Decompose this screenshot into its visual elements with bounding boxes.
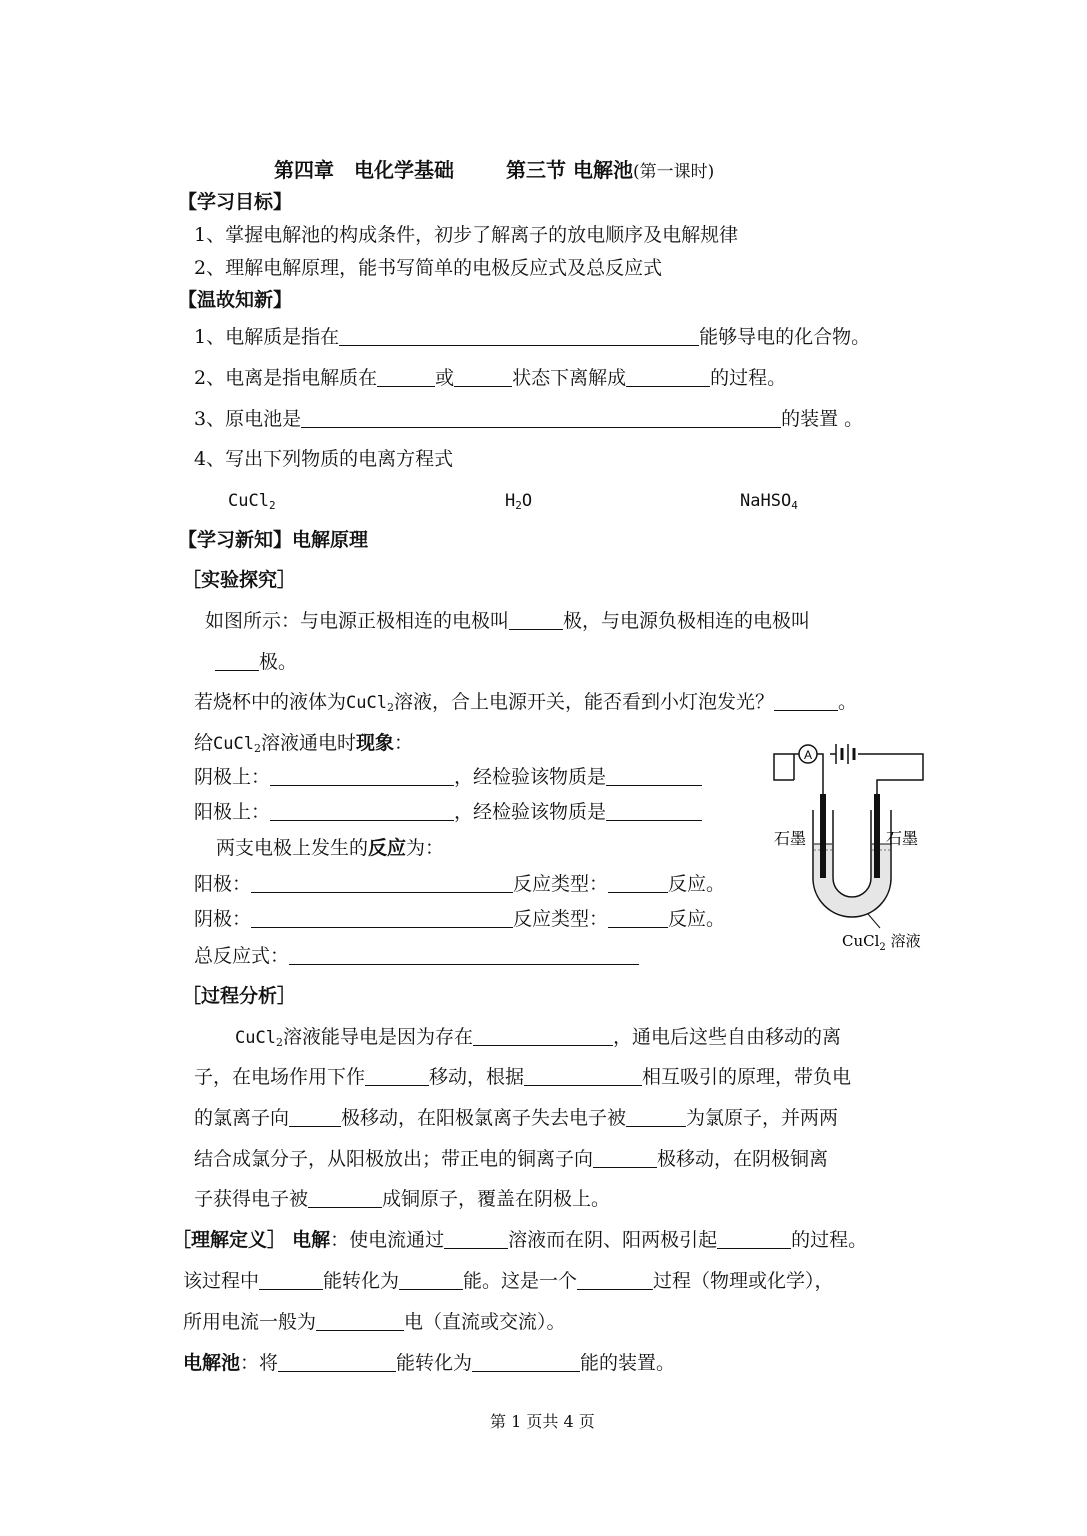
- lamp-answer-blank[interactable]: [774, 692, 838, 711]
- exp-line1-text-end: 极，与电源负极相连的电极叫: [563, 610, 811, 632]
- experiment-heading: ［实验探究］: [182, 569, 297, 591]
- analysis-line-1: [235, 1025, 841, 1050]
- formula-h2o-sub: 2: [515, 499, 522, 512]
- q1-text-end: 能够导电的化合物。: [699, 326, 871, 348]
- lamp-text: 若烧杯中的液体为: [194, 691, 347, 713]
- solution-label-sub: 2: [879, 942, 886, 953]
- page-title: [274, 158, 714, 184]
- ammeter-label: A: [803, 748, 813, 762]
- cathode-reaction: [194, 907, 725, 931]
- experiment-line-1: [205, 609, 810, 633]
- electrolytic-cell-definition: [183, 1351, 675, 1375]
- cathode-rtype-end: 反应。: [668, 908, 726, 930]
- analysis-l2-text: 子，在电场作用下作: [194, 1066, 366, 1088]
- cathode-observation: [194, 765, 702, 789]
- analysis-heading: ［过程分析］: [182, 985, 297, 1007]
- phen-formula-sub: 2: [253, 742, 261, 755]
- definition-l2-text-mid2: 能。这是一个: [463, 1270, 578, 1292]
- definition-blank-2[interactable]: [717, 1230, 791, 1249]
- definition-blank-4[interactable]: [399, 1271, 463, 1290]
- analysis-blank-6[interactable]: [593, 1149, 657, 1168]
- cell-blank-1[interactable]: [278, 1353, 396, 1372]
- definition-l2-text-end: 过程（物理或化学），: [653, 1270, 834, 1292]
- cathode-obs-blank[interactable]: [270, 767, 454, 786]
- right-electrode-label: 石墨: [886, 829, 919, 848]
- definition-line-1: [172, 1228, 867, 1252]
- lamp-text-mid: 溶液，合上电源开关，能否看到小灯泡发光？: [393, 691, 774, 713]
- objective-item-2: 2、理解电解原理，能书写简单的电极反应式及总反应式: [194, 257, 663, 279]
- solution-label-post: 溶液: [885, 932, 921, 950]
- phen-text-end: ：: [394, 732, 414, 754]
- q3-text: 3、原电池是: [194, 408, 302, 430]
- q2-text-mid: 状态下离解成: [512, 367, 627, 389]
- analysis-l1-text-end: ，通电后这些自由移动的离: [612, 1026, 841, 1048]
- q2-or: 或: [435, 367, 455, 389]
- q1-text: 1、电解质是指在: [194, 326, 340, 348]
- chapter-title: 第四章 电化学基础: [274, 158, 454, 182]
- phenomenon-line: [194, 731, 413, 756]
- definition-l1-text-mid: 溶液而在阴、阳两极引起: [508, 1229, 718, 1251]
- definition-l2-text-mid1: 能转化为: [323, 1270, 400, 1292]
- definition-line-2: [183, 1269, 834, 1293]
- lamp-formula: CuCl: [346, 693, 387, 713]
- left-electrode: [820, 794, 826, 878]
- right-wire: [855, 754, 923, 798]
- review-question-2: [194, 366, 786, 390]
- electrolysis-diagram: [768, 738, 933, 956]
- cathode-check-blank[interactable]: [606, 767, 702, 786]
- solution-pointer: [868, 914, 880, 928]
- analysis-l3-text: 的氯离子向: [194, 1107, 290, 1129]
- analysis-blank-1[interactable]: [473, 1027, 613, 1046]
- phen-bold: 现象: [355, 732, 394, 754]
- lamp-text-end: 。: [837, 691, 857, 713]
- review-question-3: [194, 407, 863, 431]
- analysis-l4-text-end: 极移动，在阴极铜离: [657, 1148, 829, 1170]
- review-question-4: 4、写出下列物质的电离方程式: [194, 448, 454, 470]
- anode-reaction: [194, 872, 725, 896]
- q2-blank-2[interactable]: [454, 368, 512, 387]
- cell-text-mid: 能转化为: [396, 1352, 473, 1374]
- analysis-line-3: [194, 1106, 838, 1130]
- cathode-check-text: ，经检验该物质是: [454, 766, 607, 788]
- reaction-text-end: 为：: [406, 837, 445, 859]
- cathode-rtype-label: 反应类型：: [513, 908, 609, 930]
- solution-label: [842, 932, 921, 953]
- definition-blank-5[interactable]: [577, 1271, 653, 1290]
- reaction-bold: 反应: [368, 837, 407, 859]
- analysis-line-4: [194, 1147, 828, 1171]
- experiment-line-2: [215, 650, 297, 674]
- analysis-l4-text: 结合成氯分子，从阳极放出；带正电的铜离子向: [194, 1148, 594, 1170]
- q2-blank-1[interactable]: [377, 368, 435, 387]
- cathode-name-blank[interactable]: [215, 652, 259, 671]
- definition-blank-6[interactable]: [316, 1312, 404, 1331]
- anode-obs-label: 阳极上：: [194, 801, 271, 823]
- analysis-blank-5[interactable]: [626, 1108, 686, 1127]
- reaction-line: [216, 836, 444, 860]
- anode-reaction-label: 阳极：: [194, 873, 252, 895]
- cell-blank-2[interactable]: [472, 1353, 580, 1372]
- analysis-l3-text-mid: 极移动，在阳极氯离子失去电子被: [341, 1107, 627, 1129]
- section-title: 第三节 电解池: [506, 158, 633, 182]
- anode-observation: [194, 800, 702, 824]
- formula-cucl2-main: CuCl: [228, 491, 269, 511]
- formula-cucl2: [228, 489, 276, 513]
- phen-text-mid: 溶液通电时: [260, 732, 356, 754]
- anode-name-blank[interactable]: [509, 611, 563, 630]
- analysis-blank-4[interactable]: [289, 1108, 341, 1127]
- anode-rtype-end: 反应。: [668, 873, 726, 895]
- definition-term: 电解: [292, 1229, 331, 1251]
- left-wire: [774, 754, 823, 798]
- formula-cucl2-sub: 2: [268, 499, 276, 512]
- right-electrode: [874, 794, 880, 878]
- definition-blank-3[interactable]: [259, 1271, 323, 1290]
- solution-label-main: CuCl: [842, 932, 880, 950]
- objectives-heading: 【学习目标】: [178, 191, 293, 213]
- q3-text-end: 的装置 。: [781, 408, 864, 430]
- definition-heading: ［理解定义］: [172, 1229, 287, 1251]
- analysis-blank-7[interactable]: [308, 1189, 382, 1208]
- definition-l3-text-end: 电（直流或交流）。: [404, 1311, 566, 1333]
- formula-h2o: [505, 489, 532, 513]
- q3-blank[interactable]: [301, 409, 781, 428]
- objective-item-1: 1、掌握电解池的构成条件，初步了解离子的放电顺序及电解规律: [194, 224, 739, 246]
- analysis-line-5: [194, 1187, 610, 1211]
- cell-term: 电解池: [183, 1352, 241, 1374]
- lesson-period: (第一课时): [632, 162, 715, 182]
- definition-l1-text-end: 的过程。: [791, 1229, 868, 1251]
- analysis-l2-text-mid: 移动，根据: [429, 1066, 525, 1088]
- total-reaction: [194, 944, 639, 968]
- analysis-blank-3[interactable]: [524, 1067, 642, 1086]
- cathode-rtype-blank[interactable]: [608, 909, 668, 928]
- analysis-l1-text: 溶液能导电是因为存在: [282, 1026, 473, 1048]
- analysis-l5-text: 子获得电子被: [194, 1188, 309, 1210]
- analysis-formula-sub: 2: [275, 1036, 283, 1049]
- analysis-l5-text-end: 成铜原子，覆盖在阴极上。: [382, 1188, 611, 1210]
- new-knowledge-heading: 【学习新知】电解原理: [178, 529, 369, 551]
- anode-obs-blank[interactable]: [270, 802, 454, 821]
- anode-reaction-blank[interactable]: [251, 874, 513, 893]
- formula-nahso4: [740, 489, 798, 513]
- formula-nahso4-sub: 4: [791, 499, 798, 512]
- analysis-formula: CuCl: [235, 1028, 276, 1048]
- cathode-reaction-label: 阴极：: [194, 908, 252, 930]
- lamp-formula-sub: 2: [386, 701, 394, 714]
- q2-text: 2、电离是指电解质在: [194, 367, 378, 389]
- cell-text: ：将: [240, 1352, 279, 1374]
- u-tube-inner: [833, 810, 871, 897]
- lamp-question: [194, 690, 857, 715]
- formula-h2o-o: O: [521, 491, 533, 511]
- formula-h2o-h: H: [505, 491, 516, 511]
- q2-blank-3[interactable]: [626, 368, 710, 387]
- cathode-obs-label: 阴极上：: [194, 766, 271, 788]
- cell-text-end: 能的装置。: [580, 1352, 676, 1374]
- formula-nahso4-main: NaHSO: [740, 491, 792, 511]
- phen-text: 给: [194, 732, 214, 754]
- page-number-footer: 第 1 页共 4 页: [490, 1412, 595, 1431]
- left-electrode-label: 石墨: [774, 829, 807, 848]
- phen-formula: CuCl: [213, 734, 254, 754]
- reaction-text: 两支电极上发生的: [216, 837, 369, 859]
- cathode-reaction-blank[interactable]: [251, 909, 513, 928]
- anode-rtype-blank[interactable]: [608, 874, 668, 893]
- q1-blank[interactable]: [339, 327, 699, 346]
- total-reaction-blank[interactable]: [289, 946, 639, 965]
- definition-l2-text: 该过程中: [183, 1270, 260, 1292]
- review-question-1: [194, 325, 870, 349]
- anode-check-blank[interactable]: [606, 802, 702, 821]
- definition-blank-1[interactable]: [444, 1230, 508, 1249]
- analysis-blank-2[interactable]: [365, 1067, 429, 1086]
- exp-line2-text: 极。: [259, 651, 298, 673]
- analysis-line-2: [194, 1065, 851, 1089]
- definition-line-3: [183, 1310, 566, 1334]
- review-heading: 【温故知新】: [178, 289, 293, 311]
- definition-l1-text: ：使电流通过: [330, 1229, 445, 1251]
- anode-check-text: ，经检验该物质是: [454, 801, 607, 823]
- q2-text-end: 的过程。: [710, 367, 787, 389]
- definition-l3-text: 所用电流一般为: [183, 1311, 317, 1333]
- analysis-l3-text-end: 为氯原子，并两两: [686, 1107, 839, 1129]
- analysis-l2-text-end: 相互吸引的原理，带负电: [642, 1066, 852, 1088]
- total-reaction-label: 总反应式：: [194, 945, 290, 967]
- exp-line1-text: 如图所示：与电源正极相连的电极叫: [205, 610, 510, 632]
- anode-rtype-label: 反应类型：: [513, 873, 609, 895]
